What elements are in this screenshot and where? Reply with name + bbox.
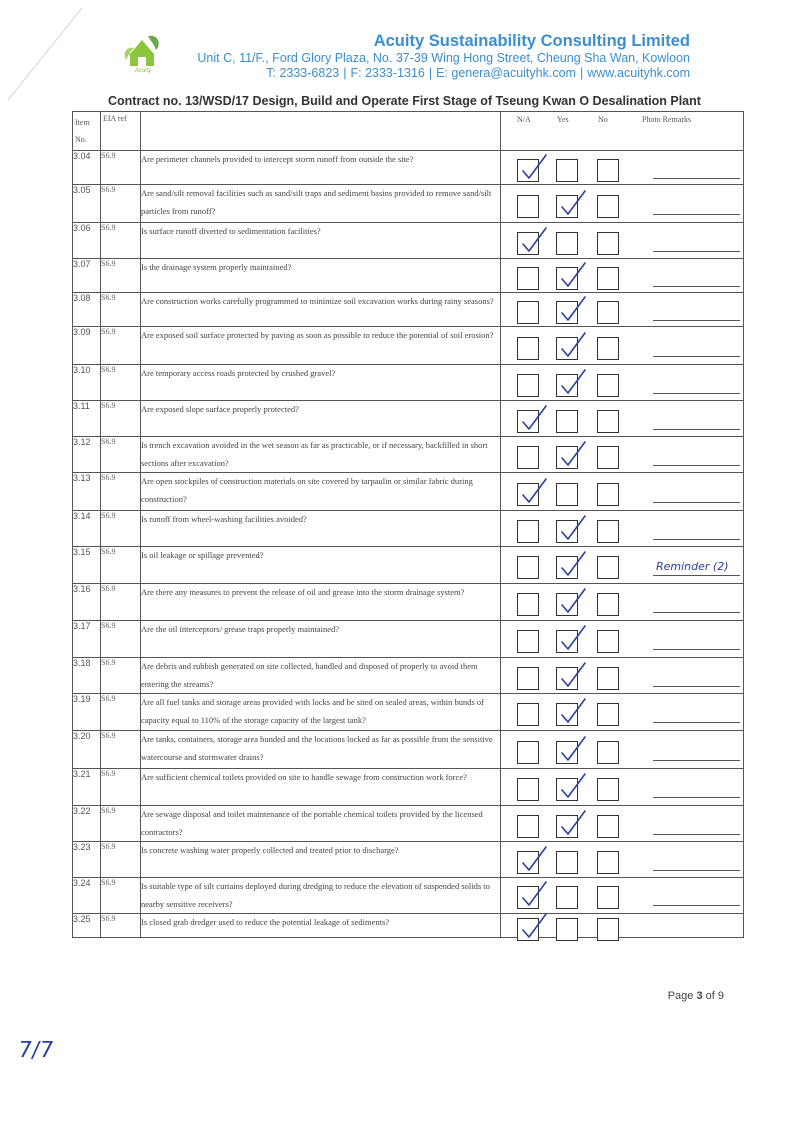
checkbox-no[interactable] [597,886,619,909]
table-row [73,437,744,473]
company-fax: F: 2333-1316 [350,66,425,80]
item-number: 3.16 [73,584,101,621]
answer-cell [501,293,744,327]
checkbox-na[interactable] [517,337,539,360]
company-header [197,31,690,81]
checkbox-no[interactable] [597,337,619,360]
question-text: Are open stockpiles of construction materials on site covered by tarpaulin or similar fabric during construction? [141,473,501,511]
remark-line [653,870,740,871]
item-number: 3.07 [73,259,101,293]
col-no-header: No [598,115,608,124]
checkbox-no[interactable] [597,593,619,616]
remark-line [653,834,740,835]
item-number: 3.05 [73,185,101,223]
table-row [73,511,744,547]
checkbox-na[interactable] [517,593,539,616]
answer-cell [501,151,744,185]
eia-ref: S6.9 [101,185,141,223]
answer-cell [501,806,744,842]
remark-line [653,686,740,687]
question-text: Are the oil interceptors/ grease traps properly maintained? [141,621,501,658]
question-text: Are temporary access roads protected by crushed gravel? [141,365,501,401]
question-text: Is surface runoff diverted to sedimentation facilities? [141,223,501,259]
table-row [73,293,744,327]
check-mark-icon [558,513,588,543]
col-eia-header: EIA ref [101,112,141,151]
col-remarks-header: Photo Remarks [642,115,692,124]
table-row [73,259,744,293]
check-mark-icon [519,844,549,874]
question-text: Are construction works carefully programmed to minimize soil excavation works during rainy seasons? [141,293,501,327]
question-text: Is the drainage system properly maintained? [141,259,501,293]
table-row [73,769,744,806]
item-number: 3.22 [73,806,101,842]
eia-ref: S6.9 [101,437,141,473]
remark-line [653,937,740,938]
item-number: 3.10 [73,365,101,401]
check-mark-icon [558,294,588,324]
answer-cell [501,584,744,621]
item-number: 3.19 [73,694,101,731]
question-text: Are perimeter channels provided to intercept storm runoff from outside the site? [141,151,501,185]
checkbox-na[interactable] [517,446,539,469]
eia-ref: S6.9 [101,547,141,584]
question-text: Is runoff from wheel-washing facilities avoided? [141,511,501,547]
eia-ref: S6.9 [101,401,141,437]
checkbox-no[interactable] [597,483,619,506]
checkbox-na[interactable] [517,374,539,397]
eia-ref: S6.9 [101,584,141,621]
question-text: Is closed grab dredger used to reduce the potential leakage of sediments? [141,914,501,938]
checkbox-yes[interactable] [556,851,578,874]
item-number: 3.15 [73,547,101,584]
checkbox-no[interactable] [597,232,619,255]
check-mark-icon [519,879,549,909]
checkbox-no[interactable] [597,410,619,433]
answer-cell [501,511,744,547]
item-number: 3.12 [73,437,101,473]
check-mark-icon [558,188,588,218]
question-text: Are all fuel tanks and storage areas provided with locks and be sited on sealed areas, within bunds of capacity equal to 110% of the storage capacity of the largest tank? [141,694,501,731]
scan-corner-mark [0,0,90,110]
remark-line [653,214,740,215]
item-number: 3.13 [73,473,101,511]
answer-cell [501,327,744,365]
check-mark-icon [558,330,588,360]
question-text: Are sufficient chemical toilets provided on site to handle sewage from construction work force? [141,769,501,806]
checkbox-na[interactable] [517,195,539,218]
answer-cell [501,437,744,473]
answer-cell [501,731,744,769]
remark-line [653,722,740,723]
checkbox-yes[interactable] [556,483,578,506]
checkbox-no[interactable] [597,520,619,543]
question-text: Are exposed slope surface properly protected? [141,401,501,437]
checkbox-no[interactable] [597,301,619,324]
table-row [73,694,744,731]
answer-cell [501,769,744,806]
company-name: Acuity Sustainability Consulting Limited [373,32,690,50]
answer-cell [501,842,744,878]
checkbox-na[interactable] [517,520,539,543]
item-number: 3.20 [73,731,101,769]
col-na-header: N/A [517,115,531,124]
eia-ref: S6.9 [101,694,141,731]
checkbox-no[interactable] [597,267,619,290]
answer-cell [501,473,744,511]
remark-line [653,502,740,503]
check-mark-icon [558,808,588,838]
checkbox-no[interactable] [597,446,619,469]
checkbox-no[interactable] [597,159,619,182]
eia-ref: S6.9 [101,658,141,694]
table-row [73,473,744,511]
table-row [73,731,744,769]
company-contact: T: 2333-6823 | F: 2333-1316 | E: genera@acuityhk.com | www.acuityhk.com [266,66,690,80]
answer-cell [501,914,744,938]
checkbox-yes[interactable] [556,886,578,909]
item-number: 3.23 [73,842,101,878]
answer-cell [501,223,744,259]
question-text: Are tanks, containers, storage area bunded and the locations locked as far as possible from the sensitive watercourse and stormwater drains? [141,731,501,769]
eia-ref: S6.9 [101,365,141,401]
question-text: Is concrete washing water properly collected and treated prior to discharge? [141,842,501,878]
remark-line [653,251,740,252]
checklist-table [72,111,744,938]
check-mark-icon [519,403,549,433]
check-mark-icon [558,623,588,653]
check-mark-icon [558,586,588,616]
checkbox-na[interactable] [517,741,539,764]
checkbox-no[interactable] [597,667,619,690]
remark-line [653,286,740,287]
question-text: Are sewage disposal and toilet maintenance of the portable chemical toilets provided by the licensed contractors? [141,806,501,842]
question-text: Are debris and rubbish generated on site collected, handled and disposed of properly to avoid them entering the streams? [141,658,501,694]
eia-ref: S6.9 [101,151,141,185]
eia-ref: S6.9 [101,878,141,914]
checkbox-na[interactable] [517,815,539,838]
remark-line [653,760,740,761]
item-number: 3.09 [73,327,101,365]
table-row [73,806,744,842]
checkbox-no[interactable] [597,851,619,874]
eia-ref: S6.9 [101,293,141,327]
check-mark-icon [519,476,549,506]
answer-cell [501,621,744,658]
remark-line [653,356,740,357]
eia-ref: S6.9 [101,731,141,769]
checkbox-na[interactable] [517,267,539,290]
remark-line [653,320,740,321]
question-text: Are sand/silt removal facilities such as sand/silt traps and sediment basins provided to remove sand/silt particles from runoff? [141,185,501,223]
answer-cell [501,658,744,694]
checkbox-na[interactable] [517,301,539,324]
table-row [73,151,744,185]
checkbox-no[interactable] [597,815,619,838]
col-item-header: Item No. [73,112,101,151]
answer-cell [501,878,744,914]
check-mark-icon [558,734,588,764]
logo-text: Acuity [134,68,152,74]
eia-ref: S6.9 [101,473,141,511]
check-mark-icon [558,367,588,397]
handwritten-note: 7/7 [16,1038,56,1063]
checkbox-yes[interactable] [556,410,578,433]
eia-ref: S6.9 [101,806,141,842]
answer-cell [501,694,744,731]
check-mark-icon [558,439,588,469]
item-number: 3.11 [73,401,101,437]
table-row [73,185,744,223]
remark-line [653,539,740,540]
checkbox-no[interactable] [597,556,619,579]
page-number: Page 3 of 9 [667,990,724,1002]
table-row [73,584,744,621]
table-row [73,621,744,658]
checkbox-no[interactable] [597,195,619,218]
col-question-header [141,112,501,151]
item-number: 3.18 [73,658,101,694]
checkbox-no[interactable] [597,374,619,397]
question-text: Is trench excavation avoided in the wet season as far as practicable, or if necessary, backfilled in short sections after excavation? [141,437,501,473]
question-text: Are there any measures to prevent the release of oil and grease into the storm drainage system? [141,584,501,621]
check-mark-icon [519,911,549,941]
question-text: Are exposed soil surface protected by paving as soon as possible to reduce the potential of soil erosion? [141,327,501,365]
table-row [73,842,744,878]
table-row [73,878,744,914]
item-number: 3.08 [73,293,101,327]
contract-title: Contract no. 13/WSD/17 Design, Build and Operate First Stage of Tseung Kwan O Desalination Plant [108,94,701,108]
remark-line [653,612,740,613]
table-row [73,658,744,694]
checkbox-na[interactable] [517,667,539,690]
remark-line [653,797,740,798]
checkbox-na[interactable] [517,778,539,801]
eia-ref: S6.9 [101,511,141,547]
company-phone: T: 2333-6823 [266,66,340,80]
question-text: Is suitable type of silt curtains deployed during dredging to reduce the elevation of suspended solids to nearby sensitive receivers? [141,878,501,914]
checkbox-no[interactable] [597,703,619,726]
answer-cell [501,185,744,223]
check-mark-icon [558,660,588,690]
check-mark-icon [558,549,588,579]
company-address: Unit C, 11/F., Ford Glory Plaza, No. 37-39 Wing Hong Street, Cheung Sha Wan, Kowloon [197,51,690,65]
check-mark-icon [519,152,549,182]
item-number: 3.25 [73,914,101,938]
answer-cell [501,365,744,401]
remark-line [653,905,740,906]
checkbox-yes[interactable] [556,159,578,182]
checkbox-na[interactable] [517,703,539,726]
check-mark-icon [558,771,588,801]
checkbox-no[interactable] [597,778,619,801]
remark-line [653,178,740,179]
remark-line [653,393,740,394]
remark-line [653,429,740,430]
remark-text: Reminder (2) [656,560,729,573]
checkbox-yes[interactable] [556,232,578,255]
answer-cell [501,547,744,584]
col-answer-header [501,112,744,151]
eia-ref: S6.9 [101,621,141,658]
table-row [73,223,744,259]
eia-ref: S6.9 [101,769,141,806]
checkbox-no[interactable] [597,741,619,764]
eia-ref: S6.9 [101,259,141,293]
table-row [73,401,744,437]
checkbox-yes[interactable] [556,918,578,941]
col-yes-header: Yes [557,115,569,124]
check-mark-icon [519,225,549,255]
answer-cell [501,401,744,437]
company-email: E: genera@acuityhk.com [436,66,576,80]
eia-ref: S6.9 [101,327,141,365]
table-row [73,547,744,584]
remark-line [653,465,740,466]
item-number: 3.24 [73,878,101,914]
table-header [73,112,744,151]
eia-ref: S6.9 [101,842,141,878]
checkbox-no[interactable] [597,630,619,653]
check-mark-icon [558,260,588,290]
table-row [73,914,744,938]
item-number: 3.21 [73,769,101,806]
remark-line [653,575,740,576]
table-row [73,365,744,401]
question-text: Is oil leakage or spillage prevented? [141,547,501,584]
check-mark-icon [558,696,588,726]
item-number: 3.04 [73,151,101,185]
checkbox-na[interactable] [517,556,539,579]
remark-line [653,649,740,650]
checkbox-na[interactable] [517,630,539,653]
item-number: 3.17 [73,621,101,658]
company-website: www.acuityhk.com [587,66,690,80]
item-number: 3.14 [73,511,101,547]
table-row [73,327,744,365]
eia-ref: S6.9 [101,223,141,259]
eia-ref: S6.9 [101,914,141,938]
answer-cell [501,259,744,293]
checkbox-no[interactable] [597,918,619,941]
item-number: 3.06 [73,223,101,259]
